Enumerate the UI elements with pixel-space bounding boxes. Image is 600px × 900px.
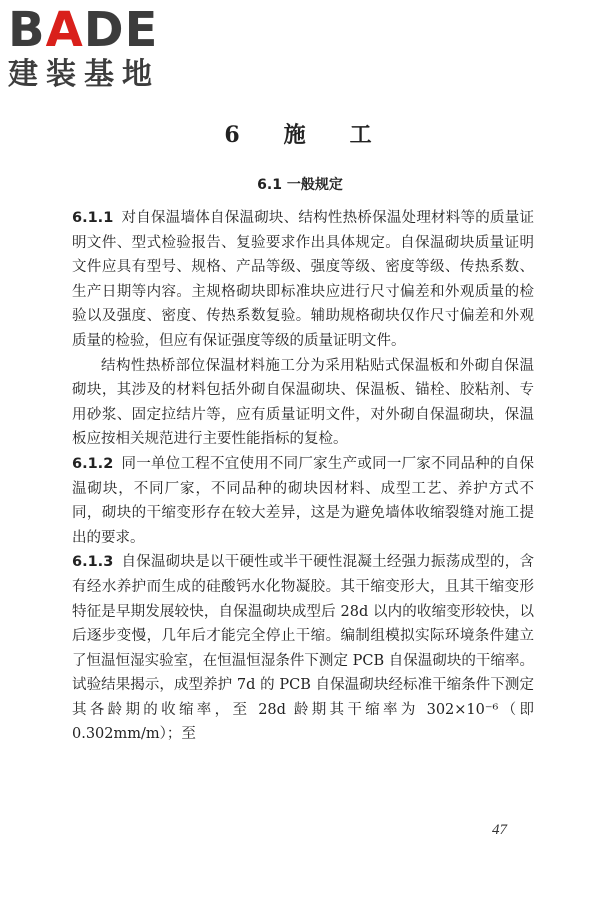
brand-logo-wordmark xyxy=(8,4,183,56)
clause-paragraph xyxy=(72,206,534,354)
chapter-number: 6 xyxy=(224,122,244,148)
clause-text: 同一单位工程不宜使用不同厂家生产或同一厂家不同品种的自保温砌块，不同厂家，不同品种的砌块因材料、成型工艺、养护方式不同，砌块的干缩变形存在较大差异，这是为避免墙体收缩裂缝对施工提出的要求。 xyxy=(72,455,534,546)
clause-paragraph xyxy=(72,550,534,747)
clause-number: 6.1.2 xyxy=(72,455,114,472)
logo-letters-pre: B xyxy=(8,2,46,58)
clause-text: 结构性热桥部位保温材料施工分为采用粘贴式保温板和外砌自保温砌块，其涉及的材料包括外砌自保温砌块、保温板、锚栓、胶粘剂、专用砂浆、固定拉结片等，应有质量证明文件，对外砌自保温砌块，保温板应按相关规范进行主要性能指标的复检。 xyxy=(72,357,534,448)
chapter-title-part-a: 施 xyxy=(283,122,310,148)
logo-letters-post: DE xyxy=(83,2,159,58)
clause-paragraph xyxy=(72,354,534,452)
clause-number: 6.1.1 xyxy=(72,210,114,226)
brand-logo xyxy=(8,4,183,92)
page-number: 47 xyxy=(492,822,507,838)
clause-text: 对自保温墙体自保温砌块、结构性热桥保温处理材料等的质量证明文件、型式检验报告、复验要求作出具体规定。自保温砌块质量证明文件应具有型号、规格、产品等级、强度等级、密度等级、传热系数、生产日期等内容。主规格砌块即标准块应进行尺寸偏差和外观质量的检验以及强度、密度、传热系数复验。辅助规格砌块仅作尺寸偏差和外观质量的检验，但应有保证强度等级的质量证明文件。 xyxy=(72,210,534,349)
chapter-title-part-b: 工 xyxy=(349,122,376,148)
document-body xyxy=(72,206,534,747)
clause-number: 6.1.3 xyxy=(72,554,114,571)
clause-paragraph xyxy=(72,452,534,550)
brand-logo-chinese: 建装基地 xyxy=(8,57,160,92)
chapter-title xyxy=(0,118,600,149)
clause-text: 自保温砌块是以干硬性或半干硬性混凝土经强力振荡成型的，含有经水养护而生成的硅酸钙水化物凝胶。其干缩变形大，且其干缩变形特征是早期发展较快，自保温砌块成型后 28d 以内的收缩变形较快，以后逐步变慢，几年后才能完全停止干缩。编制组模拟实际环境条件建立了恒温恒湿实验室，在恒温恒湿条件下测定 PCB 自保温砌块的干缩率。试验结果揭示，成型养护 7d 的 PCB 自保温砌块经标准干缩条件下测定其各龄期的收缩率，至 28d 龄期其干缩率为 302×10⁻⁶（即 0.302mm/m）；至 xyxy=(72,554,534,743)
logo-letter-accent: A xyxy=(45,2,84,58)
section-title: 6.1 一般规定 xyxy=(257,177,343,193)
